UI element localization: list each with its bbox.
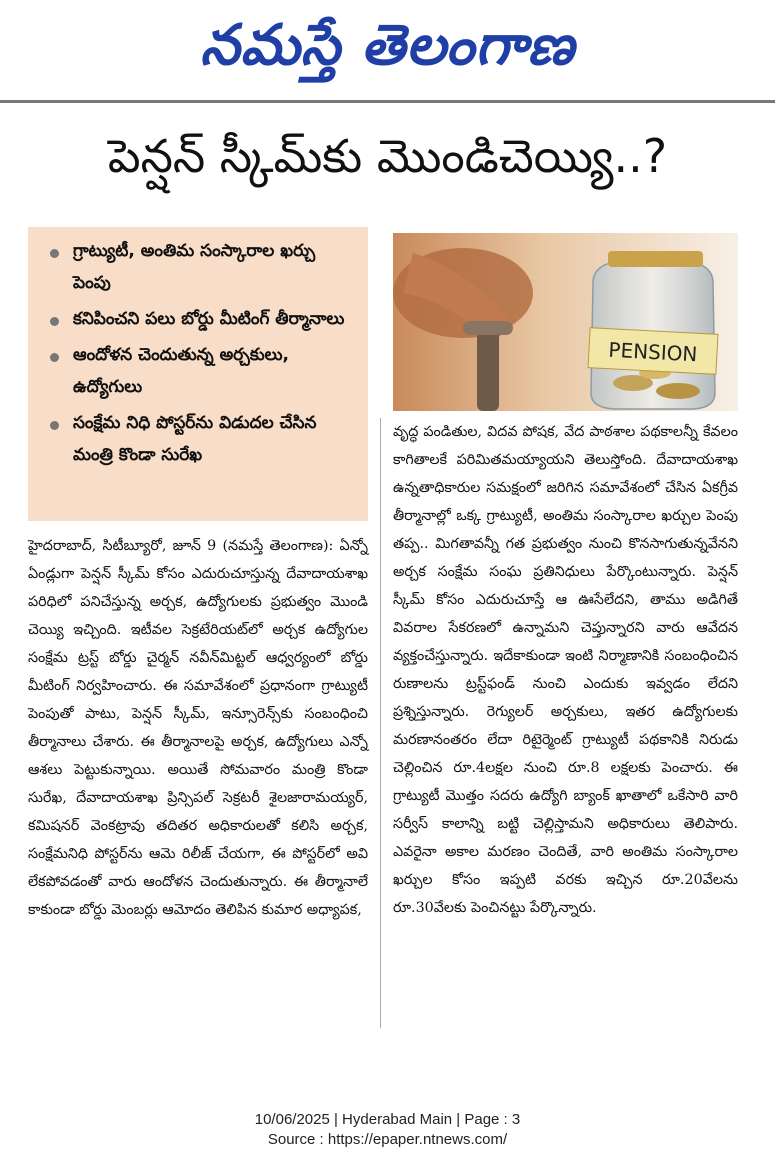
highlight-item [44,339,356,403]
column-divider [380,418,381,1028]
highlight-text: సంక్షేమ నిధి పోస్టర్‌ను విడుదల చేసిన మంత్రి కొండా సురేఖ [73,413,317,465]
highlight-text: ఆందోళన చెందుతున్న అర్చకులు, ఉద్యోగులు [73,345,289,397]
highlight-item [44,407,356,471]
pension-photo [393,233,738,411]
bullet-icon [50,421,59,430]
bullet-icon [50,353,59,362]
pension-tag-label: PENSION [607,337,698,367]
highlight-item [44,235,356,299]
footer-source: Source : https://epaper.ntnews.com/ [267,1131,508,1148]
highlight-text: కనిపించని పలు బోర్డు మీటింగ్ తీర్మానాలు [73,309,345,329]
article-body-left: హైదరాబాద్, సిటీబ్యూరో, జూన్ 9 (నమస్తే తెలంగాణ): ఏన్నో ఏండ్లుగా పెన్షన్ స్కీమ్ కోసం ఎదురుచూస్తున్న దేవాదాయశాఖ పరిధిలో పనిచేస్తున్న అర్చక, ఉద్యోగులకు ప్రభుత్వం మొండి చెయ్యి ఇచ్చింది. ఇటీవల సెక్రటేరియట్‌లో అర్చక ఉద్యోగుల సంక్షేమ ట్రస్ట్ బోర్డు చైర్మన్ నవీన్‌మిట్టల్ ఆధ్వర్యంలో బోర్డు మీటింగ్ నిర్వహించారు. ఈ సమావేశంలో ప్రధానంగా గ్రాట్యుటీ పెంపుతో పాటు, పెన్షన్ స్కీమ్, ఇన్సూరెన్స్‌కు సంబంధించి తీర్మానాలు చేశారు. ఈ తీర్మానాలపై అర్చక, ఉద్యోగులు ఎన్నో ఆశలు పెట్టుకున్నాయి. అయితే సోమవారం మంత్రి కొండా సురేఖ, దేవాదాయశాఖ ప్రిన్సిపల్ సెక్రటరీ శైలజారామయ్యర్, కమిషనర్ వెంకట్రావు తదితర అధికారులతో కలిసి అర్చక, సంక్షేమనిధి పోస్టర్‌ను ఆమె రిలీజ్ చేయగా, ఈ పోస్టర్‌లో అవి లేకపోవడంతో వారు ఆందోళన చెందుతున్నారు. ఈ తీర్మానాలే కాకుండా బోర్డు మెంబర్లు ఆమోదం తెలిపిన కుమార అధ్యాపక, [28,538,368,918]
page-footer [0,1110,775,1150]
newspaper-logo: నమస్తే తెలంగాణ [200,12,575,78]
bullet-icon [50,317,59,326]
article-body-right: వృద్ధ పండితుల, విదవ పోషక, వేద పాఠశాల పథకాలన్నీ కేవలం కాగితాలకే పరిమితమయ్యాయని తెలుస్తోంది. దేవాదాయశాఖ ఉన్నతాధికారుల సమక్షంలో జరిగిన సమావేశంలో చేసిన ఏకగ్రీవ తీర్మానాల్లో ఒక్క గ్రాట్యుటీ, అంతిమ సంస్కారాల ఖర్చుల పెంపు తప్ప.. మిగతావన్నీ గత ప్రభుత్వం నుంచి కొనసాగుతున్నవేనని అర్చక సంక్షేమ సంఘ ప్రతినిధులు పేర్కొంటున్నారు. పెన్షన్ స్కీమ్ కోసం ఎదురుచూస్తే ఆ ఊసేలేదని, తాము అడిగితే వివరాల సేకరణలో ఉన్నామని చెప్తున్నారని వారు ఆవేదన వ్యక్తంచేస్తున్నారు. ఇదేకాకుండా ఇంటి నిర్మాణానికి సంబంధించిన రుణాలను ట్రస్ట్‌ఫండ్ నుంచి ఎందుకు ఇవ్వడం లేదని ప్రశ్నిస్తున్నారు. రెగ్యులర్ అర్చకులు, ఇతర ఉద్యోగులకు మరణానంతరం లేదా రిటైర్మెంట్ గ్రాట్యుటీ పథకానికి నిరుడు చెల్లించిన రూ.4లక్షల నుంచి రూ.8 లక్షలకు పెంచారు. ఈ గ్రాట్యుటీ మొత్తం సదరు ఉద్యోగి బ్యాంక్ ఖాతాలో ఒకేసారి వారి సర్వీస్ కాలాన్ని బట్టి చెల్లిస్తామని అధికారులు తెలిపారు. ఎవరైనా అకాల మరణం చెందితే, వారి అంతిమ సంస్కారాల ఖర్చుల కోసం ఇప్పటి వరకు ఇచ్చిన రూ.20వేలను రూ.30వేలకు పెంచినట్టు పేర్కొన్నారు. [393,424,738,916]
highlight-item [44,303,356,335]
masthead [0,4,775,96]
masthead-divider [0,100,775,103]
bullet-icon [50,249,59,258]
highlights-box [28,227,368,521]
highlight-text: గ్రాట్యుటీ, అంతిమ సంస్కారాల ఖర్చు పెంపు [73,241,316,293]
footer-date-edition: 10/06/2025 | Hyderabad Main | Page : 3 [254,1111,521,1128]
article-headline: పెన్షన్ స్కీమ్‌కు మొండిచెయ్యి..? [107,129,668,183]
